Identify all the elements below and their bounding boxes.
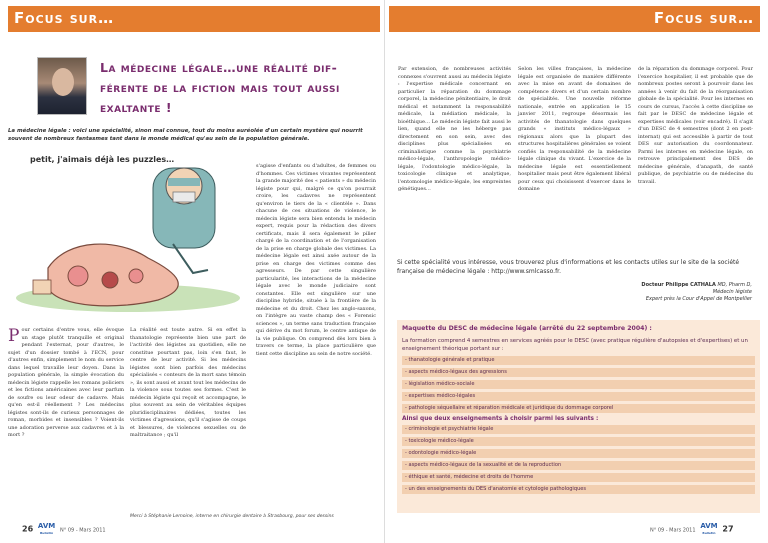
issue-label: N° 09 - Mars 2011 (60, 527, 106, 534)
list-item: - législation médico-sociale (402, 380, 755, 389)
drop-cap: P (8, 326, 20, 346)
box-title: Maquette du DESC de médecine légale (arrêté du 22 septembre 2004) : (402, 325, 652, 332)
left-footer (22, 523, 106, 537)
list-item: - expertises médico-légales (402, 392, 755, 401)
list-item: - éthique et santé, médecine et droits de l'homme (402, 473, 755, 482)
list-item: - aspects médico-légaux des agressions (402, 368, 755, 377)
article-column-2: La réalité est toute autre. Si en effet la thanatologie représente bien une part de l'activité des légistes au quotidien, elle ne constitue pourtant pas, loin s'en faut, le centre de leur activité. Si les médecins légistes sont bien parfois des médecins spécialisés « conteurs de la mort sans témoin », ils sont aussi et avant tout les médecins de la violence sous toutes ses formes. C'est le médecin légiste qui reçoit et accompagne, le plus souvent au sein de véritables équipes pluridisciplinaires dédiées, toutes les victimes d'agressions, qu'il s'agisse de coups et blessures, de violences sexuelles ou de maltraitance ; qu'il (130, 327, 246, 438)
box-subtitle: Ainsi que deux enseignements à choisir parmi les suivants : (402, 416, 599, 422)
article-column-6: de la réparation du dommage corporel. Pour l'exercice hospitalier, il est probable que de nombreux postes seront à pourvoir dans les années à venir du fait de la réorganisation globale de la spécialité. Pour les internes en cours de cursus, l'accès à cette discipline se fait par le DESC de médecine légale et expertises médicales (voir encadré). Il s'agit d'un DESC de 4 semestres (dont 2 en post-internat) qui est accessible à partir de tout DES sur autorisation du coordonnateur. Parmi les internes en médecine légale, on retrouve principalement des DES de médecine générale, d'anapath, de santé publique, de psychiatrie ou de médecine du travail. (638, 66, 753, 185)
list-item: - toxicologie médico-légale (402, 437, 755, 446)
desc-program-box (397, 320, 760, 513)
article-column-5: Selon les villes françaises, la médecine légale est organisée de manière différente avec la mise en avant de domaines de compétence divers et d'un certain nombre de spécialités. Une nouvelle réforme nationale, entrée en application le 15 janvier 2011, regroupe désormais les activités de thanatologie dans quelques grands « instituts médico-légaux » régionaux alors que la plupart des structures hospitalières générales se voient confiés la responsabilité de la médecine légale clinique du vivant. L'exercice de la médecine légale est essentiellement hospitalier mais peut être également libéral pour ceux qui choisissent d'exercer dans le domaine (518, 66, 631, 192)
page-number: 26 (22, 524, 34, 534)
article-column-3: s'agisse d'enfants ou d'adultes, de femmes ou d'hommes. Ces victimes vivantes représentent la grande majorité des « patients » du médecin légiste pour qui, malgré ce qu'on pourrait croire, les cadavres ne représentent qu'environ le tiers de la « clientèle ». Dans chacune de ces situations de violence, le médecin légiste sera bien entendu le médecin expert, requis pour la rédaction des divers certificats, mais il sera également le pilier chargé de la coordination et de l'organisation de la prise en charge globale des victimes. La médecine légale est ainsi axée autour de la prise en charge des victimes comme des agresseurs. De par cette singulière particularité, les interactions de la médecine légale avec le monde judiciaire sont constantes. Elle est singulière sur une discipline hybride, située à la frontière de la médecine et du droit. Chez les anglo-saxons, on l'intègre au vaste champ des « Forensic sciences », un terme sans traduction française qui dérive du mot forum, le centre antique de la vie publique. On comprend dès lors bien à travers ce terme, la place particulière que tient cette discipline au sein de notre société. (256, 163, 376, 357)
list-item: - un des enseignements du DES d'anatomie et cytologie pathologiques (402, 485, 755, 494)
illustration-credit: Merci à Stéphanie Lemoine, interne en chirurgie dentaire à Strasbourg, pour ses dessins (130, 514, 334, 519)
article-column-1: Pour certains d'entre vous, elle évoque un stage plutôt tranquille et original pendant l'externat, pour d'autres, le sujet d'un dossier tombé à l'ECN, pour d'autres enfin, simplement le nom du service dans lequel travaille leur doyen. Dans la population générale, la simple évocation du médecin légiste rappelle les romans policiers et les fictions américaines avec leur parfum de soufre ou leur odeur de cadavre. Mais qu'en est-il réellement ? Les médecins légistes sont-ils de curieux personnages de roman, morbides et insensibles ? Voient-ils une adoration perverse aux cadavres et à la mort ? (8, 326, 124, 438)
info-note: Si cette spécialité vous intéresse, vous trouverez plus d'informations et les contacts utiles sur le site de la société française de médecine légale : http://www.smlcasso.fr. (397, 259, 740, 275)
list-item: - aspects médico-légaux de la sexualité et de la reproduction (402, 461, 755, 470)
magazine-logo: AVM Bulletin (700, 522, 718, 535)
cartoon-illustration (8, 148, 252, 320)
section-title: Focus sur… (14, 9, 115, 27)
list-item: - odontologie médico-légale (402, 449, 755, 458)
right-footer (650, 523, 734, 537)
list-item: - pathologie séquellaire et réparation médicale et juridique du dommage corporel (402, 404, 755, 413)
header-band (389, 6, 760, 32)
box-intro: La formation comprend 4 semestres en services agréés pour le DESC (avec pratique régulière d'autopsies et d'expertises) et un enseignement théorique portant sur : (402, 338, 748, 352)
header-band (8, 6, 380, 32)
author-signature: Docteur Philippe CATHALA MD, Pharm D, Médecin légiste Expert près la Cour d'Appel de Montpellier (641, 282, 752, 302)
list-item: - thanatologie générale et pratique (402, 356, 755, 365)
issue-label: N° 09 - Mars 2011 (650, 527, 696, 534)
magazine-logo: AVM Bulletin (37, 522, 56, 535)
page-number: 27 (722, 524, 734, 534)
article-column-4: Par extension, de nombreuses activités connexes s'ouvrent aussi au médecin légiste : l'expertise médicale concernant en particulier la réparation du dommage corporel, la médecine pénitentiaire, le droit médical et notamment la responsabilité médicale, la médiation médicale, la bioéthique… Le médecin légiste fait aussi le lien, quand elle ne les héberge pas directement en son sein, avec des disciplines plus spécialisées en criminalistique comme la psychiatrie médico-légale, l'anthropologie médico-légale, l'odontologie médico-légale, la toxicologie clinique et analytique, l'entomologie médico-légale, les empreintes génétiques… (398, 66, 511, 192)
article-lead: La médecine légale : voici une spécialité, sinon mal connue, tout du moins auréolée d'un certain mystère qui nourrit souvent de nombreux fantasmes tant dans le monde médical qu'au sein de la population générale. (8, 128, 363, 142)
section-title: Focus sur… (653, 9, 754, 27)
cartoon-caption: petit, j'aimais déjà les puzzles… (30, 155, 175, 164)
article-headline: La médecine légale…une réalité dif-férente de la fiction mais tout aussi exaltante ! (100, 60, 340, 115)
list-item: - criminologie et psychiatrie légale (402, 425, 755, 434)
author-photo (37, 57, 87, 115)
